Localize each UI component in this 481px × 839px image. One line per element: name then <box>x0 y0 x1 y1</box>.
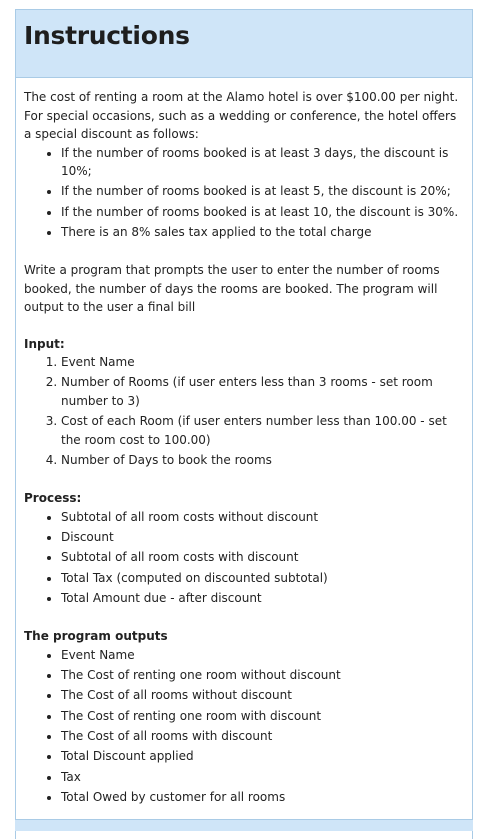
list-item: • The Cost of renting one room without discount <box>61 666 464 685</box>
list-item: • The Cost of all rooms without discount <box>61 686 464 705</box>
list-item: • Total Amount due - after discount <box>61 589 464 608</box>
list-item: • Total Discount applied <box>61 747 464 766</box>
outputs-list <box>24 646 464 807</box>
list-item: • Tax <box>61 768 464 787</box>
list-item: • Subtotal of all room costs without discount <box>61 508 464 527</box>
list-item: • Total Owed by customer for all rooms <box>61 788 464 807</box>
list-item: 2. Number of Rooms (if user enters less than 3 rooms - set room number to 3) <box>61 373 464 410</box>
spacer <box>24 471 464 489</box>
list-item: • There is an 8% sales tax applied to the total charge <box>61 223 464 242</box>
list-item: • The Cost of renting one room with discount <box>61 707 464 726</box>
list-item: • If the number of rooms booked is at least 10, the discount is 30%. <box>61 203 464 222</box>
task-paragraph: Write a program that prompts the user to enter the number of rooms booked, the number of days the rooms are booked. The program will output to the user a final bill <box>24 263 440 315</box>
list-item: • Discount <box>61 528 464 547</box>
outputs-heading: The program outputs <box>24 629 168 644</box>
input-heading: Input: <box>24 336 65 351</box>
panel-header <box>16 10 472 78</box>
list-item: • Event Name <box>61 646 464 665</box>
page-title: Instructions <box>24 21 190 50</box>
list-item: • The Cost of all rooms with discount <box>61 727 464 746</box>
spacer <box>24 609 464 627</box>
list-item: 4. Number of Days to book the rooms <box>61 451 464 470</box>
spacer <box>24 317 464 335</box>
intro-paragraph: The cost of renting a room at the Alamo hotel is over $100.00 per night. For special occasions, such as a wedding or conference, the hotel offers a special discount as follows: <box>24 90 459 141</box>
list-item: 1. Event Name <box>61 353 464 372</box>
process-list <box>24 508 464 608</box>
input-list <box>24 353 464 469</box>
process-heading: Process: <box>24 491 82 506</box>
list-item: • Total Tax (computed on discounted subtotal) <box>61 569 464 588</box>
discount-list <box>24 144 464 242</box>
list-item: • Subtotal of all room costs with discount <box>61 548 464 567</box>
spacer <box>24 243 464 261</box>
list-item: 3. Cost of each Room (if user enters number less than 100.00 - set the room cost to 100.00) <box>61 412 464 449</box>
list-item: • If the number of rooms booked is at least 3 days, the discount is 10%; <box>61 144 464 181</box>
instructions-body <box>16 78 472 806</box>
instructions-panel <box>15 9 473 839</box>
next-panel-header <box>15 819 473 831</box>
list-item: • If the number of rooms booked is at least 5, the discount is 20%; <box>61 182 464 201</box>
